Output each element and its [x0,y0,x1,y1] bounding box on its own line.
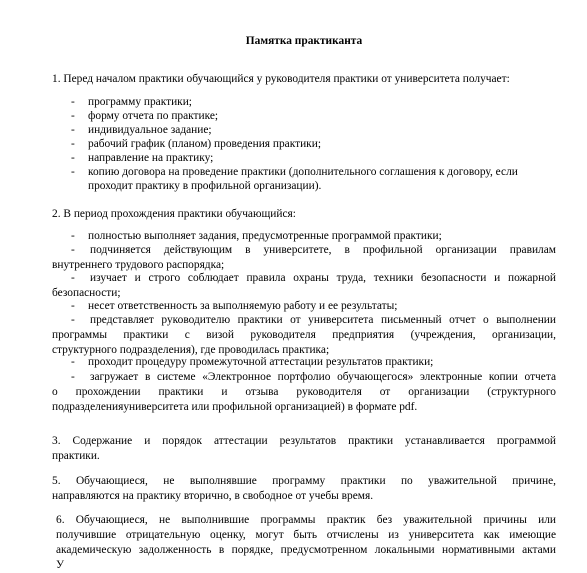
list-dash: - [71,371,75,383]
list-item: - подчиняется действующим в университете, в профильной организации правилам внутреннего трудового распорядка; [52,244,556,271]
list-item: - программу практики; [71,96,192,108]
list-dash: - [71,152,75,164]
list-item: - индивидуальное задание; [71,124,212,136]
list-dash: - [71,314,75,326]
list-dash: - [71,300,75,312]
list-item: - направление на практику; [71,152,214,164]
list-dash: - [71,230,75,242]
list-dash: - [71,166,75,178]
list-item: - форму отчета по практике; [71,110,219,122]
section-6-paragraph: 6. Обучающиеся, не выполнившие программы практик без уважительной причины или получившие отрицательную оценку, могут быть отчислены из университета как имеющие академическую задолженность в порядке, предусмотренном локальными нормативными актами У [56,514,556,571]
section-5-paragraph: 5. Обучающиеся, не выполнявшие программу практики по уважительной причине, направляются на практику вторично, в свободное от учебы время. [52,475,556,502]
document-title: Памятка практиканта [245,35,363,47]
list-dash: - [71,272,75,284]
section-3-paragraph: 3. Содержание и порядок аттестации результатов практики устанавливается программой практики. [52,435,556,462]
list-dash: - [71,124,75,136]
section-1-heading: 1. Перед началом практики обучающийся у руководителя практики от университета получает: [52,73,510,85]
list-item: - несет ответственность за выполняемую работу и ее результаты; [71,300,398,312]
list-item: - рабочий график (планом) проведения практики; [71,138,321,150]
list-dash: - [71,110,75,122]
list-item: - полностью выполняет задания, предусмотренные программой практики; [71,230,442,242]
list-dash: - [71,244,75,256]
list-item: - изучает и строго соблюдает правила охраны труда, техники безопасности и пожарной безопасности; [52,272,556,299]
section-2-heading: 2. В период прохождения практики обучающийся: [52,208,296,220]
list-item-continuation: проходит практику в профильной организации). [88,180,322,192]
list-dash: - [71,96,75,108]
list-dash: - [71,356,75,368]
list-item: - проходит процедуру промежуточной аттестации результатов практики; [71,356,434,368]
list-item: - загружает в системе «Электронное портфолио обучающегося» электронные копии отчета о прохождении практики и отзыва руководителя от организации (структурного подразделенияуниверситета или профильной организацией) в формате pdf. [52,371,556,413]
list-dash: - [71,138,75,150]
list-item: - представляет руководителю практики от университета письменный отчет о выполнении программы практики с визой руководителя предприятия (учреждения, организации, структурного подразделения), где проводилась практика; [52,314,556,356]
list-item: - копию договора на проведение практики (дополнительного соглашения к договору, если [71,166,518,178]
